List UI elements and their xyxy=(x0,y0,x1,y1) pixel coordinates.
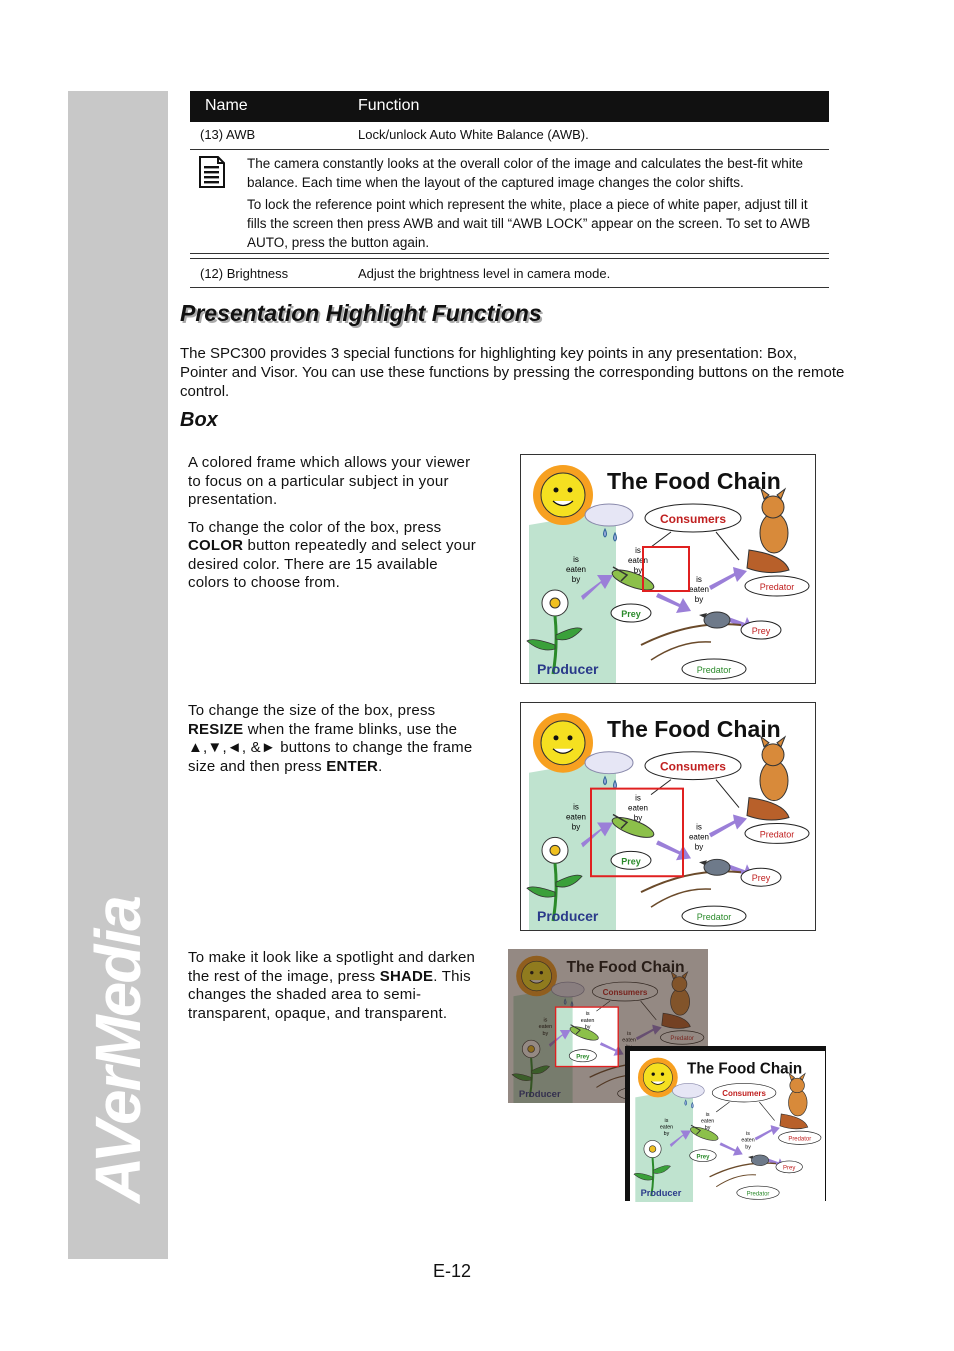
svg-text:Prey: Prey xyxy=(751,873,771,884)
svg-text:by: by xyxy=(663,1131,670,1138)
food-chain-image-opaque xyxy=(625,1046,826,1201)
table-header xyxy=(190,91,829,122)
svg-text:Consumers: Consumers xyxy=(659,759,727,774)
section-intro: The SPC300 provides 3 special functions for highlighting key points in any presentation: Box, Pointer and Visor. You can use these functions by pressing the corresponding buttons on the remote control. xyxy=(180,345,845,400)
svg-text:Predator: Predator xyxy=(759,829,795,840)
svg-text:Producer: Producer xyxy=(537,661,599,677)
svg-text:Prey: Prey xyxy=(696,1154,710,1161)
svg-text:Predator: Predator xyxy=(696,665,732,675)
row-name: (13) AWB xyxy=(200,127,256,142)
svg-text:is: is xyxy=(635,793,641,803)
svg-text:Prey: Prey xyxy=(621,609,641,619)
svg-text:is: is xyxy=(573,802,579,812)
svg-text:by: by xyxy=(694,842,704,852)
svg-text:by: by xyxy=(633,566,643,575)
svg-text:is: is xyxy=(664,1117,669,1124)
note-paragraph-1: The camera constantly looks at the overall color of the image and calculates the best-fit white balance. Each time when the layout of the captured image changes the color shifts. xyxy=(247,156,804,190)
svg-text:is: is xyxy=(746,1131,750,1138)
svg-text:eaten: eaten xyxy=(700,1118,715,1125)
sun-icon xyxy=(533,465,593,525)
svg-text:Producer: Producer xyxy=(640,1188,682,1199)
box-paragraph-1: A colored frame which allows your viewer to focus on a particular subject in your presentation. xyxy=(188,454,471,508)
svg-text:Prey: Prey xyxy=(576,1053,590,1061)
box-paragraph-3: To change the size of the box, press RESIZE when the frame blinks, use the ▲,▼,◄, &► buttons to change the frame size and then press ENTER. xyxy=(188,702,473,775)
note-icon xyxy=(199,156,225,188)
svg-text:The Food Chain: The Food Chain xyxy=(607,468,781,494)
svg-text:Consumers: Consumers xyxy=(722,1089,766,1099)
svg-text:is: is xyxy=(585,1011,590,1018)
cloud-icon xyxy=(585,752,633,774)
svg-text:Prey: Prey xyxy=(621,856,641,867)
svg-text:by: by xyxy=(704,1125,711,1132)
svg-text:eaten: eaten xyxy=(689,832,709,842)
svg-text:Predator: Predator xyxy=(746,1191,770,1198)
svg-text:is: is xyxy=(635,546,641,555)
food-chain-image-1 xyxy=(520,454,816,684)
divider xyxy=(190,258,829,259)
svg-text:eaten: eaten xyxy=(627,556,649,565)
svg-text:is: is xyxy=(573,555,579,564)
header-name: Name xyxy=(205,97,248,114)
resize-description xyxy=(188,702,483,785)
box-paragraph-4: To make it look like a spotlight and darken the rest of the image, press SHADE. This changes the shaded area to semi-transparent, opaque, and transparent. xyxy=(188,949,476,1022)
svg-text:is: is xyxy=(696,575,702,584)
svg-text:eaten: eaten xyxy=(741,1137,755,1144)
svg-text:eaten: eaten xyxy=(628,803,648,813)
header-function: Function xyxy=(358,97,420,114)
svg-text:Predator: Predator xyxy=(696,912,732,923)
svg-text:Consumers: Consumers xyxy=(659,512,727,526)
svg-text:eaten: eaten xyxy=(688,585,710,594)
svg-text:eaten: eaten xyxy=(565,565,587,574)
subsection-title: Box xyxy=(180,409,218,431)
brand-logo: AVerMedia xyxy=(82,897,154,1203)
sun-icon xyxy=(533,713,593,773)
note-paragraph-2: To lock the reference point which represent the white, place a piece of white paper, adjust till it fills the screen then press AWB and wait till “AWB LOCK” appear on the screen. To set to AWB AUTO, press the button again. xyxy=(247,197,811,250)
svg-text:eaten: eaten xyxy=(580,1017,595,1024)
svg-text:Predator: Predator xyxy=(788,1136,812,1143)
svg-text:is: is xyxy=(696,822,702,832)
svg-text:by: by xyxy=(571,822,581,832)
svg-text:Producer: Producer xyxy=(537,908,599,925)
row-function: Adjust the brightness level in camera mode. xyxy=(358,266,611,281)
row-name: (12) Brightness xyxy=(200,266,289,281)
svg-text:is: is xyxy=(705,1111,710,1118)
svg-text:by: by xyxy=(694,595,704,604)
spotlight-window xyxy=(640,1060,812,1199)
divider xyxy=(190,253,829,254)
svg-text:Prey: Prey xyxy=(751,626,771,636)
svg-text:by: by xyxy=(745,1144,751,1151)
svg-text:Predator: Predator xyxy=(759,582,795,592)
page-number: E-12 xyxy=(433,1261,472,1281)
svg-text:by: by xyxy=(571,575,581,584)
box-paragraph-2: To change the color of the box, press COLOR button repeatedly and select your desired color. There are 15 available colors to choose from. xyxy=(188,518,476,591)
shade-description xyxy=(188,949,483,1032)
svg-text:eaten: eaten xyxy=(659,1124,674,1131)
svg-text:by: by xyxy=(584,1024,591,1031)
svg-text:by: by xyxy=(633,813,643,823)
svg-text:The Food Chain: The Food Chain xyxy=(687,1060,803,1078)
sun-icon xyxy=(638,1058,678,1098)
divider xyxy=(190,287,829,288)
box-description xyxy=(188,454,483,602)
svg-text:Prey: Prey xyxy=(783,1165,796,1172)
divider xyxy=(190,149,829,150)
svg-text:The Food Chain: The Food Chain xyxy=(607,715,781,742)
row-function: Lock/unlock Auto White Balance (AWB). xyxy=(358,127,589,142)
section-title: Presentation Highlight Functions xyxy=(180,300,542,326)
svg-text:eaten: eaten xyxy=(566,812,586,822)
cloud-icon xyxy=(585,504,633,526)
food-chain-image-2 xyxy=(520,702,816,931)
cloud-icon xyxy=(672,1083,704,1098)
